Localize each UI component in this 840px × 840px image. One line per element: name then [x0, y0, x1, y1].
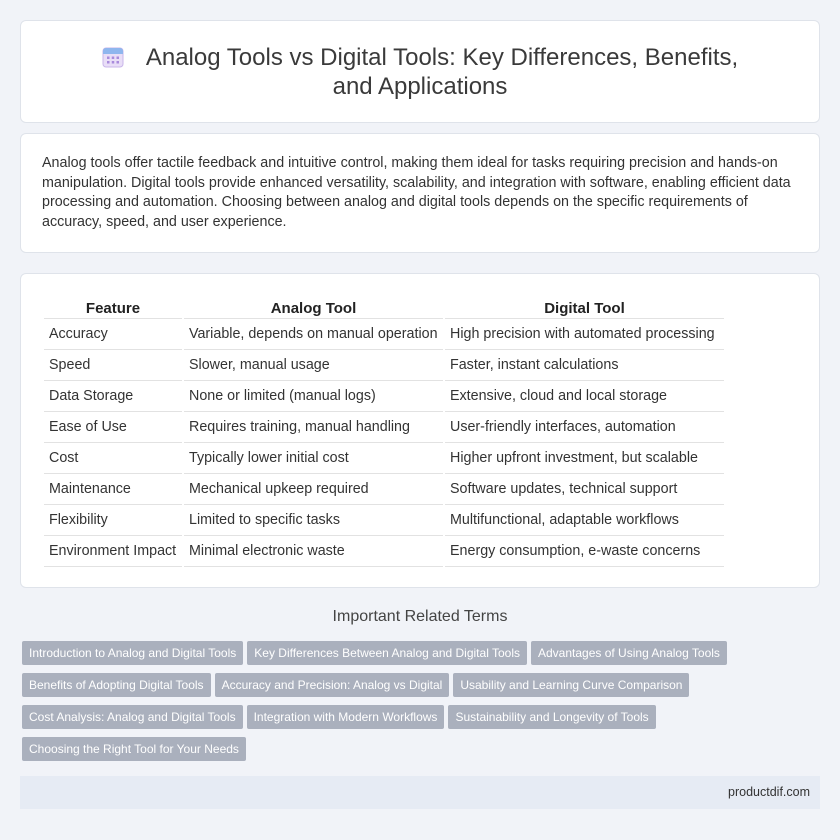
related-terms-row — [22, 705, 802, 737]
related-terms-row — [22, 737, 802, 769]
related-term-tag[interactable]: Choosing the Right Tool for Your Needs — [22, 737, 246, 761]
analog-cell: Mechanical upkeep required — [184, 474, 443, 505]
related-term-tag[interactable]: Accuracy and Precision: Analog vs Digital — [215, 673, 450, 697]
digital-cell: Higher upfront investment, but scalable — [445, 443, 724, 474]
feature-cell: Data Storage — [44, 381, 182, 412]
feature-cell: Accuracy — [44, 319, 182, 350]
related-terms-row — [22, 641, 802, 673]
table-row — [44, 505, 724, 536]
related-term-tag[interactable]: Introduction to Analog and Digital Tools — [22, 641, 243, 665]
related-term-tag[interactable]: Usability and Learning Curve Comparison — [453, 673, 689, 697]
digital-cell: Faster, instant calculations — [445, 350, 724, 381]
footer — [20, 776, 820, 809]
digital-cell: User-friendly interfaces, automation — [445, 412, 724, 443]
analog-cell: Minimal electronic waste — [184, 536, 443, 567]
related-term-tag[interactable]: Integration with Modern Workflows — [247, 705, 445, 729]
table-header-row — [44, 296, 724, 319]
calendar-icon — [102, 46, 124, 68]
feature-cell: Cost — [44, 443, 182, 474]
comparison-table — [42, 296, 726, 567]
table-row — [44, 474, 724, 505]
feature-cell: Ease of Use — [44, 412, 182, 443]
related-term-tag[interactable]: Sustainability and Longevity of Tools — [448, 705, 655, 729]
related-term-tag[interactable]: Benefits of Adopting Digital Tools — [22, 673, 211, 697]
intro-paragraph: Analog tools offer tactile feedback and intuitive control, making them ideal for tasks requiring precision and hands-on manipulation. Digital tools provide enhanced versatility, scalability, and integration with software, enabling efficient data processing and automation. Choosing between analog and digital tools depends on the specific requirements of accuracy, speed, and user experience. — [42, 155, 791, 230]
analog-cell: Variable, depends on manual operation — [184, 319, 443, 350]
title-card — [20, 20, 820, 123]
table-row — [44, 412, 724, 443]
digital-cell: Extensive, cloud and local storage — [445, 381, 724, 412]
analog-cell: Typically lower initial cost — [184, 443, 443, 474]
digital-cell: Software updates, technical support — [445, 474, 724, 505]
table-card — [20, 273, 820, 588]
table-row — [44, 443, 724, 474]
title-wrap — [81, 43, 759, 101]
header-analog-tool: Analog Tool — [184, 296, 443, 319]
feature-cell: Maintenance — [44, 474, 182, 505]
footer-site-link[interactable]: productdif.com — [728, 785, 810, 799]
table-row — [44, 350, 724, 381]
digital-cell: Energy consumption, e-waste concerns — [445, 536, 724, 567]
related-term-tag[interactable]: Cost Analysis: Analog and Digital Tools — [22, 705, 243, 729]
header-feature: Feature — [44, 296, 182, 319]
table-row — [44, 536, 724, 567]
analog-cell: None or limited (manual logs) — [184, 381, 443, 412]
related-terms — [22, 641, 802, 769]
related-terms-heading: Important Related Terms — [332, 608, 508, 625]
analog-cell: Limited to specific tasks — [184, 505, 443, 536]
related-terms-row — [22, 673, 802, 705]
related-term-tag[interactable]: Key Differences Between Analog and Digital Tools — [247, 641, 527, 665]
intro-card — [20, 133, 820, 253]
page-title: Analog Tools vs Digital Tools: Key Differences, Benefits, and Applications — [145, 44, 739, 100]
digital-cell: Multifunctional, adaptable workflows — [445, 505, 724, 536]
analog-cell: Requires training, manual handling — [184, 412, 443, 443]
header-digital-tool: Digital Tool — [445, 296, 724, 319]
digital-cell: High precision with automated processing — [445, 319, 724, 350]
table-row — [44, 319, 724, 350]
feature-cell: Flexibility — [44, 505, 182, 536]
feature-cell: Environment Impact — [44, 536, 182, 567]
analog-cell: Slower, manual usage — [184, 350, 443, 381]
feature-cell: Speed — [44, 350, 182, 381]
table-row — [44, 381, 724, 412]
related-term-tag[interactable]: Advantages of Using Analog Tools — [531, 641, 727, 665]
